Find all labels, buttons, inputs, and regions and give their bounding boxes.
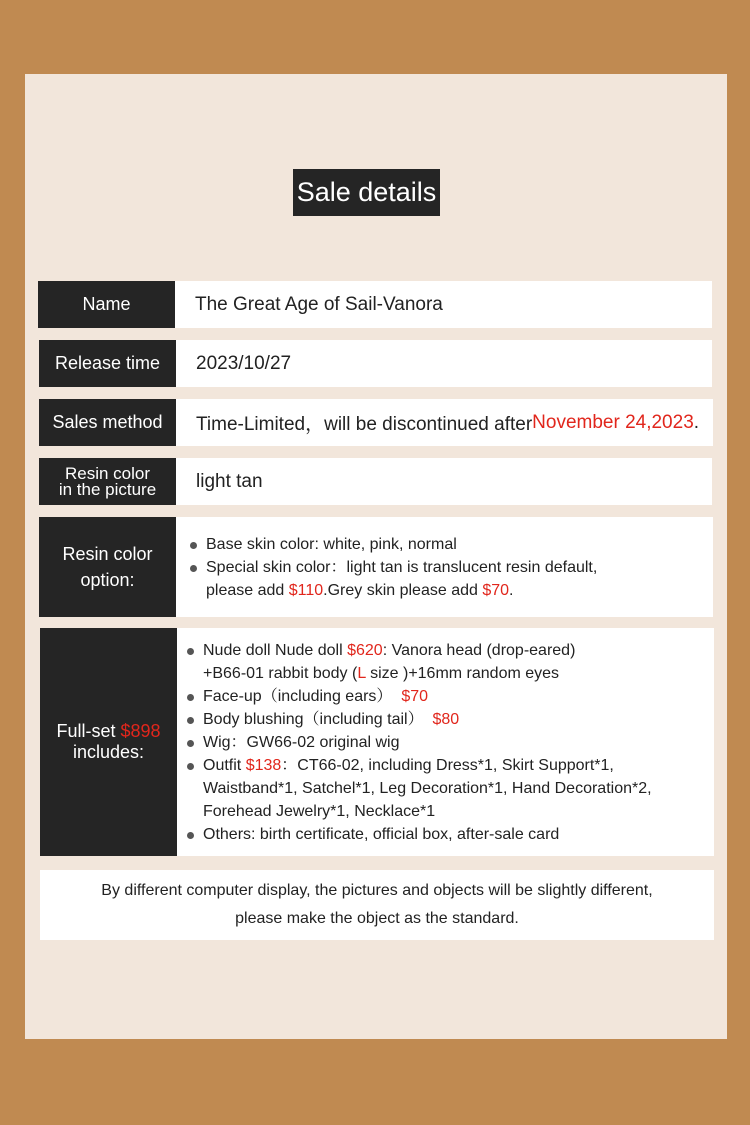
label-release-time: Release time <box>39 340 176 387</box>
label-resin-option-line1: Resin color <box>62 544 153 564</box>
blushing-text: Body blushing（including tail） <box>203 710 424 728</box>
grey-skin-price: $70 <box>482 581 510 599</box>
label-fullset-line1 <box>56 721 160 742</box>
row-resin-option <box>39 517 713 617</box>
nude-doll-head: : Vanora head (drop-eared) <box>382 641 576 659</box>
discontinue-date: November 24,2023 <box>532 411 694 433</box>
label-fullset <box>40 628 177 856</box>
sale-details-panel <box>25 74 727 1039</box>
resin-option-list <box>186 533 597 602</box>
label-resin-picture <box>39 458 176 505</box>
value-fullset <box>177 628 714 856</box>
outfit-detail-line3: Forehead Jewelry*1, Necklace*1 <box>203 802 436 820</box>
value-resin-picture: light tan <box>176 458 712 505</box>
faceup-price: $70 <box>401 687 429 705</box>
disclaimer-notice <box>40 870 714 940</box>
value-name: The Great Age of Sail-Vanora <box>175 281 712 328</box>
fullset-price: $898 <box>120 721 161 741</box>
list-item <box>183 685 652 708</box>
outfit-detail: ：CT66-02, including Dress*1, Skirt Support*1, <box>281 756 614 774</box>
nude-doll-text: Nude doll Nude doll <box>203 641 348 659</box>
grey-skin-end: . <box>509 581 514 599</box>
page-title: Sale details <box>293 169 440 216</box>
row-fullset <box>40 628 714 856</box>
row-name <box>38 281 712 328</box>
body-size: L <box>357 664 366 682</box>
label-resin-picture-line1: Resin color <box>64 463 151 483</box>
label-resin-picture-line2: in the picture <box>58 479 157 499</box>
row-sales-method <box>39 399 713 446</box>
value-resin-option <box>176 517 713 617</box>
nude-doll-eyes: size )+16mm random eyes <box>365 664 560 682</box>
list-item <box>183 731 652 754</box>
grey-skin-text: .Grey skin please add <box>323 581 483 599</box>
special-skin-price: $110 <box>288 581 324 599</box>
label-resin-option <box>39 517 176 617</box>
list-item <box>186 556 597 602</box>
value-release-time: 2023/10/27 <box>176 340 712 387</box>
label-resin-option-line2: option: <box>80 570 135 590</box>
nude-doll-price: $620 <box>347 641 383 659</box>
list-item <box>183 639 652 685</box>
wig-text: Wig：GW66-02 original wig <box>203 733 400 751</box>
notice-line1: By different computer display, the pictures and objects will be slightly different, <box>101 882 653 899</box>
special-skin-text: Special skin color：light tan is translucent resin default, <box>206 558 598 576</box>
base-skin-text: Base skin color: white, pink, normal <box>206 535 457 553</box>
label-fullset-text: Full-set <box>56 721 121 741</box>
row-resin-picture <box>39 458 712 505</box>
special-skin-add-pre: please add <box>206 581 289 599</box>
notice-line2: please make the object as the standard. <box>235 910 519 927</box>
label-sales-method: Sales method <box>39 399 176 446</box>
outfit-price: $138 <box>245 756 282 774</box>
label-name: Name <box>38 281 175 328</box>
list-item <box>183 823 652 846</box>
list-item <box>186 533 597 556</box>
sales-method-end: . <box>693 411 700 433</box>
fullset-list <box>183 639 652 846</box>
list-item <box>183 708 652 731</box>
others-text: Others: birth certificate, official box, after-sale card <box>203 825 560 843</box>
sales-method-text: Time-Limited，will be discontinued after <box>196 414 533 435</box>
row-release-time <box>39 340 712 387</box>
label-fullset-line2: includes: <box>72 742 145 762</box>
faceup-text: Face-up（including ears） <box>203 687 393 705</box>
outfit-detail-line2: Waistband*1, Satchel*1, Leg Decoration*1, Hand Decoration*2, <box>203 779 652 797</box>
value-sales-method <box>176 399 713 446</box>
outfit-text: Outfit <box>203 756 246 774</box>
blushing-price: $80 <box>432 710 460 728</box>
list-item <box>183 754 652 823</box>
nude-doll-body: +B66-01 rabbit body ( <box>203 664 358 682</box>
